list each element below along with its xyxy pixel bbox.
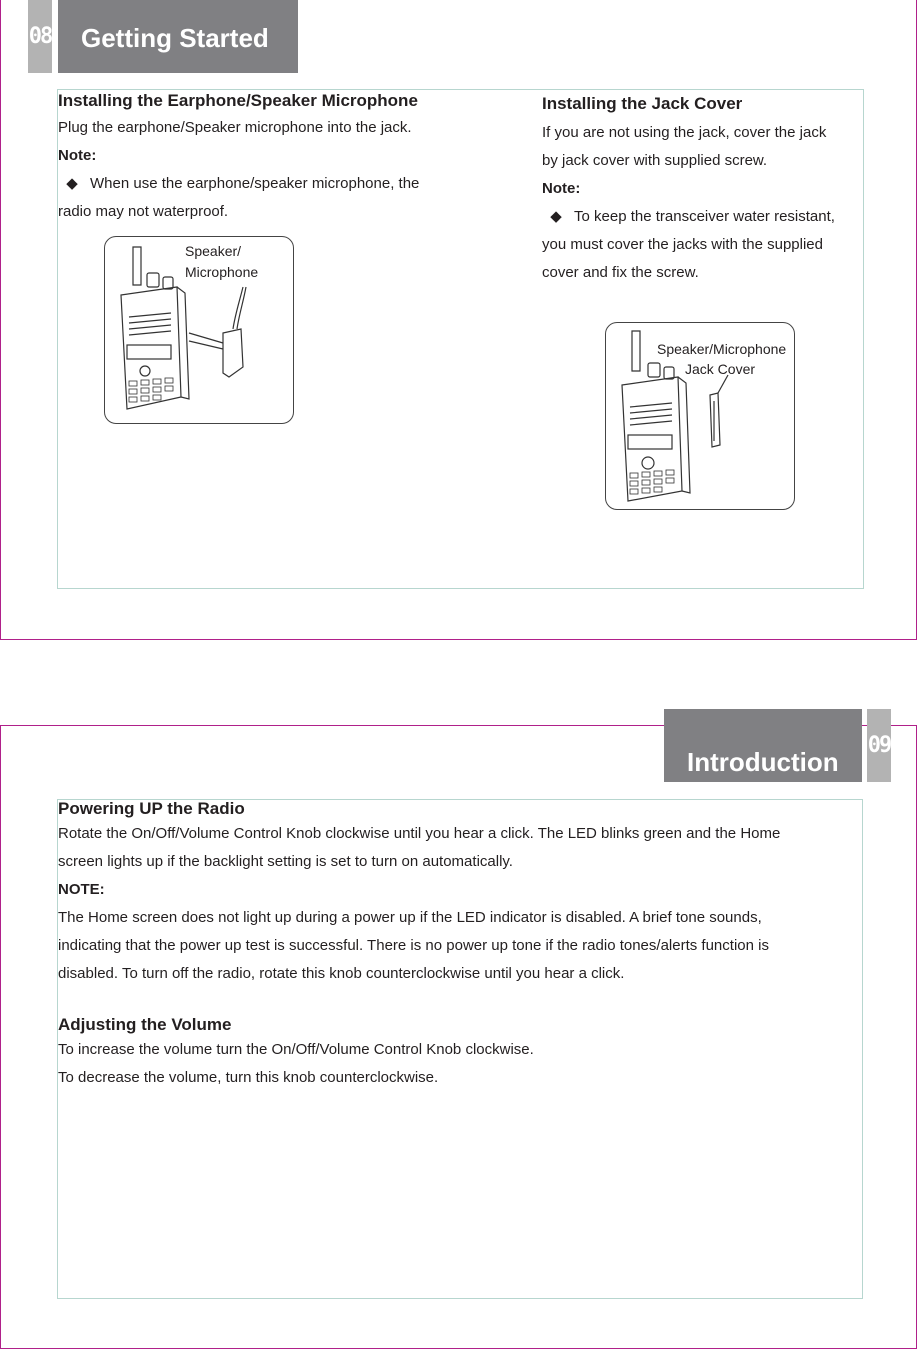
page-number-08: 08 [28, 0, 52, 73]
earphone-figure [104, 236, 294, 424]
jack-cover-note-label: Note: [542, 180, 581, 197]
volume-line1: To increase the volume turn the On/Off/Volume Control Knob clockwise. [58, 1041, 534, 1058]
powering-up-note-line3: disabled. To turn off the radio, rotate this knob counterclockwise until you hear a click. [58, 965, 625, 982]
diamond-bullet-icon: ◆ [66, 175, 78, 192]
page-09 [0, 725, 917, 1349]
jack-cover-heading: Installing the Jack Cover [542, 94, 743, 113]
powering-up-section [58, 798, 868, 988]
earphone-note-label: Note: [58, 147, 97, 164]
section-title-introduction: Introduction [664, 709, 862, 782]
page-08 [0, 0, 917, 640]
figure-label-speaker-microphone: Speaker/Microphone [657, 341, 787, 357]
powering-up-note-line1: The Home screen does not light up during a power up if the LED indicator is disabled. A brief tone sounds, [58, 909, 762, 926]
figure-label-microphone: Microphone [185, 264, 259, 280]
powering-up-note-line2: indicating that the power up test is successful. There is no power up tone if the radio tones/alerts function is [58, 937, 769, 954]
diamond-bullet-icon: ◆ [550, 208, 562, 225]
powering-up-line2: screen lights up if the backlight setting is set to turn on automatically. [58, 853, 513, 870]
earphone-note-line1: When use the earphone/speaker microphone, the [90, 175, 420, 192]
earphone-heading: Installing the Earphone/Speaker Microphone [58, 91, 418, 110]
jack-cover-note-line1: To keep the transceiver water resistant, [574, 208, 835, 225]
volume-section [58, 1014, 868, 1092]
jack-cover-note-line2: you must cover the jacks with the supplied [542, 236, 823, 253]
figure-label-speaker: Speaker/ [185, 243, 242, 259]
jack-cover-figure [605, 322, 795, 510]
page-number-09: 09 [867, 709, 891, 782]
volume-line2: To decrease the volume, turn this knob counterclockwise. [58, 1069, 439, 1086]
earphone-note-line2: radio may not waterproof. [58, 203, 229, 220]
figure-label-jack-cover: Jack Cover [685, 361, 756, 377]
jack-cover-text-line2: by jack cover with supplied screw. [542, 152, 768, 169]
earphone-section [58, 90, 528, 226]
powering-up-heading: Powering UP the Radio [58, 799, 245, 818]
powering-up-line1: Rotate the On/Off/Volume Control Knob clockwise until you hear a click. The LED blinks green and the Home [58, 825, 781, 842]
volume-heading: Adjusting the Volume [58, 1015, 232, 1034]
section-title-getting-started: Getting Started [58, 0, 298, 73]
earphone-text: Plug the earphone/Speaker microphone into the jack. [58, 119, 412, 136]
jack-cover-section [542, 93, 882, 287]
jack-cover-text-line1: If you are not using the jack, cover the jack [542, 124, 827, 141]
powering-up-note-label: NOTE: [58, 881, 105, 898]
jack-cover-note-line3: cover and fix the screw. [542, 264, 699, 281]
